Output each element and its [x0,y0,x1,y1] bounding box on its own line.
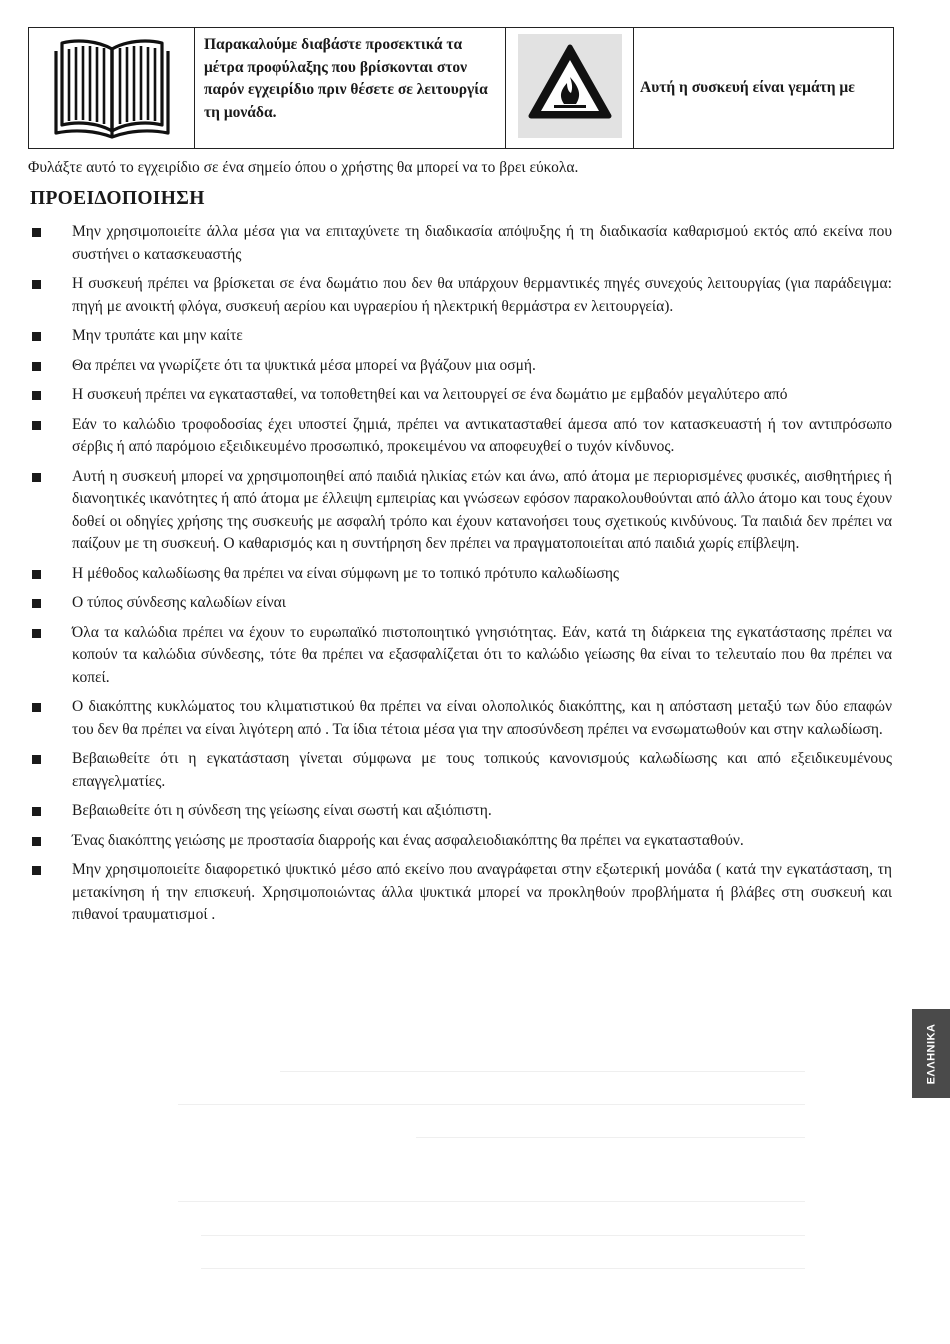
warning-item [30,414,892,459]
warning-item [30,325,892,348]
square-bullet-icon [32,473,41,482]
divider [280,1071,805,1072]
language-tab-label: ΕΛΛΗΝΙΚΑ [925,1023,937,1084]
refrigerant-notice-text: Αυτή η συσκευή είναι γεμάτη με [640,79,855,96]
warning-icon-cell [506,28,634,149]
keep-manual-note: Φυλάξτε αυτό το εγχειρίδιο σε ένα σημείο όπου ο χρήστης θα μπορεί να το βρει εύκολα. [28,159,579,176]
warning-item [30,696,892,741]
warning-item [30,221,892,266]
open-book-icon [50,33,174,139]
square-bullet-icon [32,362,41,371]
square-bullet-icon [32,421,41,430]
square-bullet-icon [32,755,41,764]
warning-text: Η συσκευή πρέπει να βρίσκεται σε ένα δωμάτιο που δεν θα υπάρχουν θερμαντικές πηγές συνεχούς λειτουργίας (για παράδειγμα: πηγή με ανοικτή φλόγα, συσκευή αερίου και υγραερίου ή ηλεκτρική θερμάστρα εν λειτουργεία). [72,275,892,315]
read-notice-text: Παρακαλούμε διαβάστε προσεκτικά τα μέτρα προφύλαξης που βρίσκονται στον παρόν εγχειρίδιο πριν θέσετε σε λειτουργία τη μονάδα. [204,36,488,121]
square-bullet-icon [32,599,41,608]
warning-item [30,592,892,615]
divider [178,1201,805,1202]
square-bullet-icon [32,332,41,341]
warning-text: Μην τρυπάτε και μην καίτε [72,327,243,344]
square-bullet-icon [32,629,41,638]
divider [201,1268,805,1269]
square-bullet-icon [32,837,41,846]
warning-list [30,221,892,934]
warning-item [30,748,892,793]
square-bullet-icon [32,807,41,816]
warning-item [30,622,892,690]
language-tab [912,1009,950,1098]
square-bullet-icon [32,391,41,400]
warning-text: Ο τύπος σύνδεσης καλωδίων είναι [72,594,286,611]
warning-text: Εάν το καλώδιο τροφοδοσίας έχει υποστεί ζημιά, πρέπει να αντικατασταθεί άμεσα από τον κατασκευαστή ή τον αντιπρόσωπο σέρβις ή από παρόμοιο εξειδικευμένο προσωπικό, προκειμένου να αποφευχθεί ο τυχόν κίνδυνος. [72,415,892,455]
flammable-warning-icon [518,34,622,138]
warning-text: Θα πρέπει να γνωρίζετε ότι τα ψυκτικά μέσα μπορεί να βγάζουν μια οσμή. [72,356,536,374]
warning-item [30,859,892,927]
square-bullet-icon [32,703,41,712]
warning-text: Ένας διακόπτης γειώσης με προστασία διαρροής και ένας ασφαλειοδιακόπτης θα πρέπει να εγκατασταθούν. [72,831,744,849]
square-bullet-icon [32,228,41,237]
warning-text: Βεβαιωθείτε ότι η εγκατάσταση γίνεται σύμφωνα με τους τοπικούς κανονισμούς καλωδίωσης και από εξειδικευμένους επαγγελματίες. [72,750,892,790]
warning-item [30,273,892,318]
warning-text: Όλα τα καλώδια πρέπει να έχουν το ευρωπαϊκό πιστοποιητικό γνησιότητας. Εάν, κατά τη διάρκεια της εγκατάστασης πρέπει να κοπούν τα καλώδια σύνδεσης, τότε θα πρέπει να εξασφαλίζεται ότι το καλώδιο γείωσης θα είναι το τελευταίο που θα πρέπει να κοπεί. [72,623,892,686]
warning-text: Αυτή η συσκευή μπορεί να χρησιμοποιηθεί από παιδιά ηλικίας ετών και άνω, από άτομα με περιορισμένες φυσικές, αισθητήριες ή διανοητικές ικανότητες ή από άτομα με έλλειψη εμπειρίας και γνώσεων εφόσον παρακολουθούνται από άλλο άτομο και τους έχουν δοθεί οι οδηγίες χρήσης της συσκευής με ασφαλή τρόπο και έχουν κατανοήσει τους σχετικούς κινδύνους. Τα παιδιά δεν πρέπει να παίζουν με τη συσκευή. Ο καθαρισμός και η συντήρηση δεν πρέπει να πραγματοποιείται από παιδιά χωρίς επίβλεψη. [72,467,892,552]
warning-item [30,830,892,853]
divider [178,1104,805,1105]
warning-text: Βεβαιωθείτε ότι η σύνδεση της γείωσης είναι σωστή και αξιόπιστη. [72,802,492,819]
square-bullet-icon [32,570,41,579]
warning-text: Μην χρησιμοποιείτε άλλα μέσα για να επιταχύνετε τη διαδικασία απόψυξης ή τη διαδικασία καθαρισμού εκτός από εκείνα που συστήνει ο κατασκευαστής [72,223,892,263]
warning-text: Η συσκευή πρέπει να εγκατασταθεί, να τοποθετηθεί και να λειτουργεί σε ένα δωμάτιο με εμβαδόν μεγαλύτερο από [72,386,788,403]
divider [201,1235,805,1236]
warning-item [30,563,892,586]
warning-text: Μην χρησιμοποιείτε διαφορετικό ψυκτικό μέσο από εκείνο που αναγράφεται στην εξωτερική μονάδα ( κατά την εγκατάσταση, τη μετακίνηση ή την επισκευή. Χρησιμοποιώντας άλλα ψυκτικά μπορεί να προκληθούν προβλήματα ή βλάβες στη συσκευή και πιθανοί τραυματισμοί . [72,861,892,923]
warning-item [30,466,892,556]
square-bullet-icon [32,280,41,289]
header-table [28,27,894,149]
warning-item [30,355,892,378]
square-bullet-icon [32,866,41,875]
warning-item [30,800,892,823]
warning-text: Η μέθοδος καλωδίωσης θα πρέπει να είναι σύμφωνη με το τοπικό πρότυπο καλωδίωσης [72,564,620,582]
read-notice-cell [195,28,506,149]
warning-item [30,384,892,407]
divider [416,1137,805,1138]
refrigerant-notice-cell [634,28,894,149]
warning-heading: ΠΡΟΕΙΔΟΠΟΙΗΣΗ [30,188,205,209]
book-cell [29,28,195,149]
warning-text: Ο διακόπτης κυκλώματος του κλιματιστικού θα πρέπει να είναι ολοπολικός διακόπτης, και η απόσταση μεταξύ των δύο επαφών του δεν θα πρέπει να είναι λιγότερη από . Τα ίδια τέτοια μέσα για την αποσύνδεση πρέπει να ενσωματωθούν και στην καλωδίωση. [72,698,892,738]
